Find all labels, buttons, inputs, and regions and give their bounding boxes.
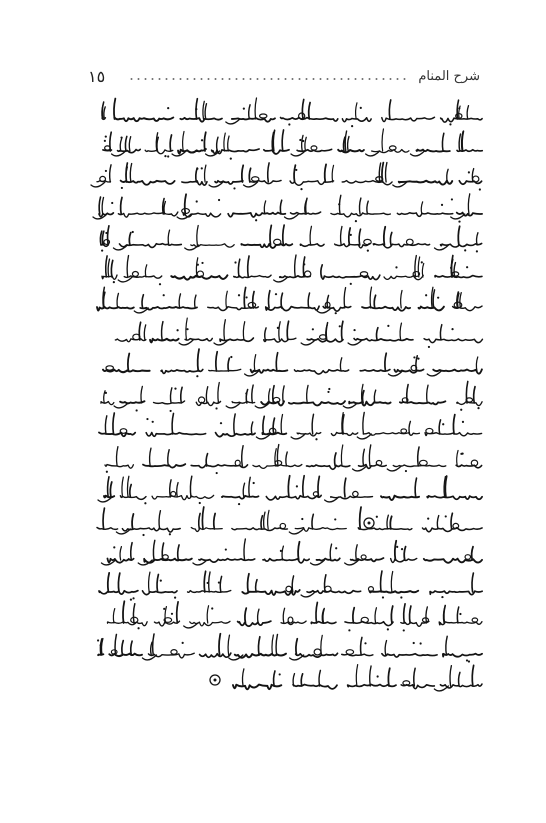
handwritten-text-block — [84, 96, 484, 716]
section-end-ornament — [208, 673, 222, 687]
manuscript-line — [93, 285, 484, 315]
dotted-leader — [128, 78, 408, 80]
handwriting-stroke — [100, 474, 484, 504]
manuscript-line — [98, 254, 484, 284]
handwriting-stroke — [99, 128, 484, 158]
manuscript-line — [98, 96, 484, 126]
handwriting-stroke — [95, 569, 484, 599]
handwriting-stroke — [100, 600, 484, 630]
manuscript-line — [100, 474, 484, 504]
manuscript-line — [97, 222, 484, 252]
handwriting-stroke — [93, 285, 484, 315]
handwriting-stroke — [93, 159, 484, 189]
handwriting-stroke — [93, 506, 484, 536]
handwriting-stroke — [95, 411, 484, 441]
manuscript-line — [99, 128, 484, 158]
handwriting-stroke — [98, 96, 484, 126]
running-title: شرح المنام — [418, 68, 480, 84]
manuscript-line — [93, 506, 484, 536]
handwriting-stroke — [94, 632, 484, 662]
manuscript-line — [95, 569, 484, 599]
manuscript-line — [99, 348, 484, 378]
manuscript-line — [95, 411, 484, 441]
page-number: ١٥ — [88, 66, 106, 86]
manuscript-line — [97, 380, 484, 410]
manuscript-line — [103, 317, 484, 347]
handwriting-stroke — [95, 191, 484, 221]
manuscript-line — [93, 159, 484, 189]
manuscript-line — [95, 191, 484, 221]
manuscript-line — [98, 537, 484, 567]
manuscript-line — [229, 663, 484, 693]
handwriting-stroke — [98, 254, 484, 284]
section-end-ornament — [362, 516, 376, 530]
running-header — [88, 66, 480, 86]
manuscript-line — [94, 632, 484, 662]
handwriting-stroke — [229, 663, 484, 693]
manuscript-line — [100, 600, 484, 630]
handwriting-stroke — [97, 222, 484, 252]
handwriting-stroke — [101, 443, 484, 473]
handwriting-stroke — [98, 537, 484, 567]
manuscript-line — [101, 443, 484, 473]
handwriting-stroke — [99, 348, 484, 378]
handwriting-stroke — [97, 380, 484, 410]
handwriting-stroke — [103, 317, 484, 347]
